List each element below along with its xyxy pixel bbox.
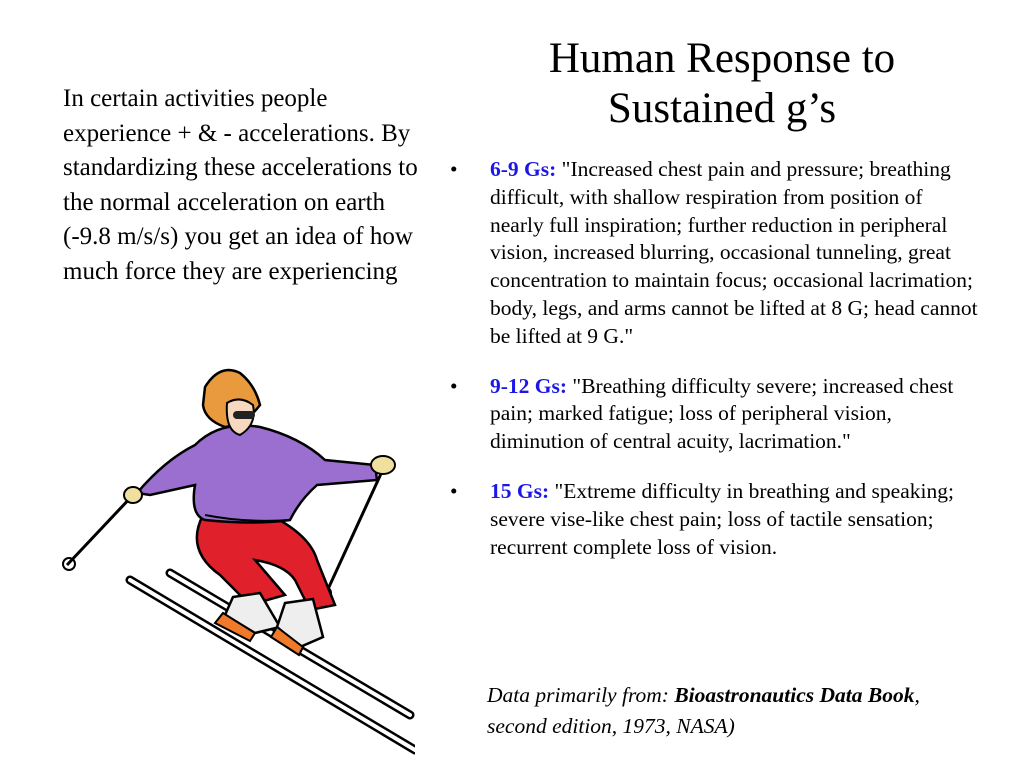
bullet-text: "Breathing difficulty severe; increased chest pain; marked fatigue; loss of peripheral vision, diminution of central acuity, lacrimation." [490,373,954,454]
title-line-1: Human Response to [548,35,896,82]
bullet-text: "Increased chest pain and pressure; breathing difficult, with shallow respiration from position of nearly full inspiration; further reduction in peripheral vision, increased blurring, occasional tunneling, great concentration to maintain focus; occasional lacrimation; body, legs, and arms cannot be lifted at 8 G; head cannot be lifted at 9 G." [490,157,978,348]
bullet-15-gs [450,478,980,561]
bullet-text: "Extreme difficulty in breathing and speaking; severe vise-like chest pain; loss of tactile sensation; recurrent complete loss of vision. [490,478,954,559]
citation [487,680,957,742]
bullet-icon: • [450,373,458,398]
red-pants-icon [197,515,335,610]
bullet-icon: • [450,478,458,503]
skier-illustration [55,365,415,755]
bullet-icon: • [450,157,458,181]
citation-suffix: , second edition, 1973, NASA) [487,683,920,738]
bullet-9-12-gs [450,373,980,456]
title-line-2: Sustained g’s [607,85,837,132]
ski-boots-icon [215,593,323,655]
bullet-label: 6-9 Gs: [490,157,557,181]
bullet-label: 9-12 Gs: [490,373,568,398]
intro-paragraph: In certain activities people experience + & - accelerations. By standardizing these accelerations to the normal acceleration on earth (-9.8 m/s/s) you get an idea of how much force they are experiencing [63,85,418,285]
slide-title [520,34,924,134]
g-force-bullet-list [450,156,980,583]
citation-prefix: Data primarily from: [487,683,675,707]
bullet-6-9-gs [450,156,980,351]
skier-head-icon [203,370,260,435]
citation-book-title: Bioastronautics Data Book [674,683,915,707]
bullet-label: 15 Gs: [490,478,550,503]
purple-jacket-icon [137,425,377,522]
